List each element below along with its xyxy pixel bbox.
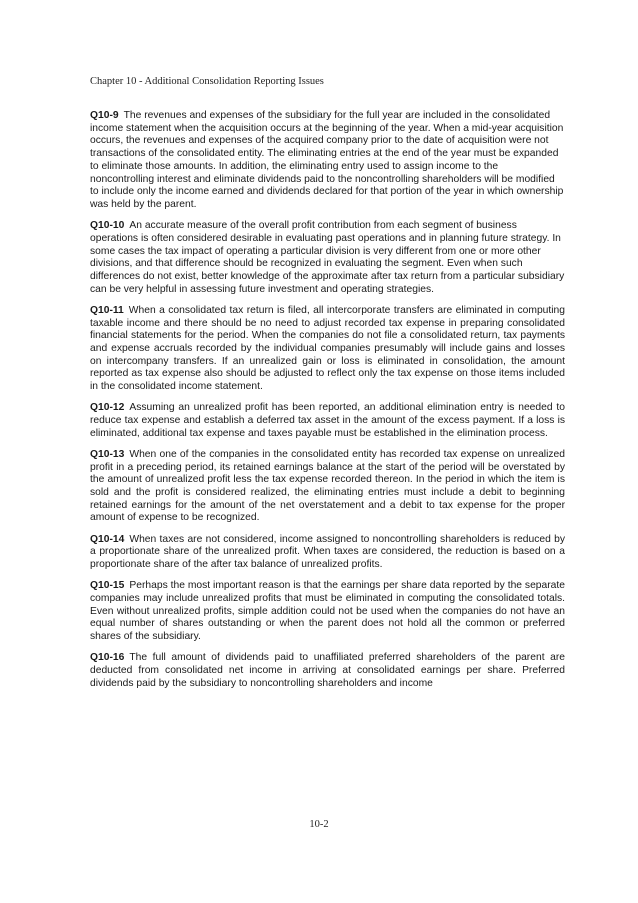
answer-text: When a consolidated tax return is filed, all intercorporate transfers are eliminated in computing taxable income and there should be no need to adjust recorded tax expense in preparing consolidated financial statements for the period. When the companies do not file a consolidated return, tax payments and expense accruals recorded by the individual companies presumably will include gains and losses on intercompany transfers. If an unrealized gain or loss is eliminated in consolidation, the amount reported as tax expense also should be adjusted to reflect only the tax expense on those items included in the consolidated income statement.	[90, 304, 565, 393]
question-number: Q10-16	[90, 652, 125, 664]
answer-text: The full amount of dividends paid to unaffiliated preferred shareholders of the parent are deducted from consolidated net income in arriving at consolidated earnings per share. Preferred dividends paid by the subsidiary to noncontrolling shareholders and income	[90, 652, 565, 689]
answer-text: When taxes are not considered, income assigned to noncontrolling shareholders is reduced by a proportionate share of the unrealized profit. When taxes are considered, the reduction is based on a proportionate share of the after tax balance of unrealized profits.	[90, 533, 565, 570]
answer-text: Assuming an unrealized profit has been reported, an additional elimination entry is needed to reduce tax expense and establish a deferred tax asset in the amount of the excess payment. If a loss is eliminated, additional tax expense and taxes payable must be established in the elimination process.	[90, 402, 565, 439]
answer-q10-10	[90, 220, 565, 296]
chapter-header: Chapter 10 - Additional Consolidation Reporting Issues	[90, 76, 324, 87]
question-number: Q10-15	[90, 580, 125, 592]
question-number: Q10-12	[90, 402, 125, 414]
answers-body	[90, 110, 565, 699]
answer-q10-14	[90, 534, 565, 572]
answer-text: An accurate measure of the overall profit contribution from each segment of business operations is often considered desirable in evaluating past operations and in planning future strategy. In some cases the tax impact of operating a particular division is very different from one or more other divisions, and that difference should be recognized in evaluating the segment. Even when such differences do not exist, better knowledge of the approximate after tax return from a particular subsidiary can be very helpful in assessing future investment and operating strategies.	[90, 220, 565, 295]
question-number: Q10-10	[90, 220, 125, 232]
answer-q10-9	[90, 110, 565, 212]
answer-q10-16	[90, 652, 565, 690]
answer-text: The revenues and expenses of the subsidiary for the full year are included in the consolidated income statement when the acquisition occurs at the beginning of the year. When a mid-year acquisition occurs, the revenues and expenses of the acquired company prior to the date of acquisition were not transactions of the consolidated entity. The eliminating entries at the end of the year must be expanded to eliminate those amounts. In addition, the eliminating entry used to assign income to the noncontrolling interest and eliminate dividends paid to the noncontrolling shareholders will be modified to include only the income earned and dividends declared for that portion of the year in which ownership was held by the parent.	[90, 110, 564, 210]
answer-q10-11	[90, 305, 565, 394]
answer-text: Perhaps the most important reason is that the earnings per share data reported by the separate companies may include unrealized profits that must be eliminated in computing the consolidated totals. Even without unrealized profits, simple addition could not be used when the companies do not have an equal number of shares outstanding or when the parent does not hold all the common or preferred shares of the subsidiary.	[90, 580, 565, 643]
question-number: Q10-14	[90, 533, 125, 545]
answer-q10-12	[90, 402, 565, 440]
answer-q10-13	[90, 449, 565, 525]
page-number: 10-2	[309, 819, 329, 830]
answer-text: When one of the companies in the consolidated entity has recorded tax expense on unrealized profit in a preceding period, its retained earnings balance at the start of the period will be overstated by the amount of unrealized profit less the tax expense recorded thereon. In the period in which the item is sold and the profit is considered realized, the eliminating entries must include a debit to beginning retained earnings for the amount of the net overstatement and a debit to tax expense for the proper amount of expense to be recognized.	[90, 448, 565, 524]
question-number: Q10-11	[90, 304, 124, 316]
question-number: Q10-9	[90, 110, 119, 121]
answer-q10-15	[90, 580, 565, 644]
question-number: Q10-13	[90, 448, 125, 460]
